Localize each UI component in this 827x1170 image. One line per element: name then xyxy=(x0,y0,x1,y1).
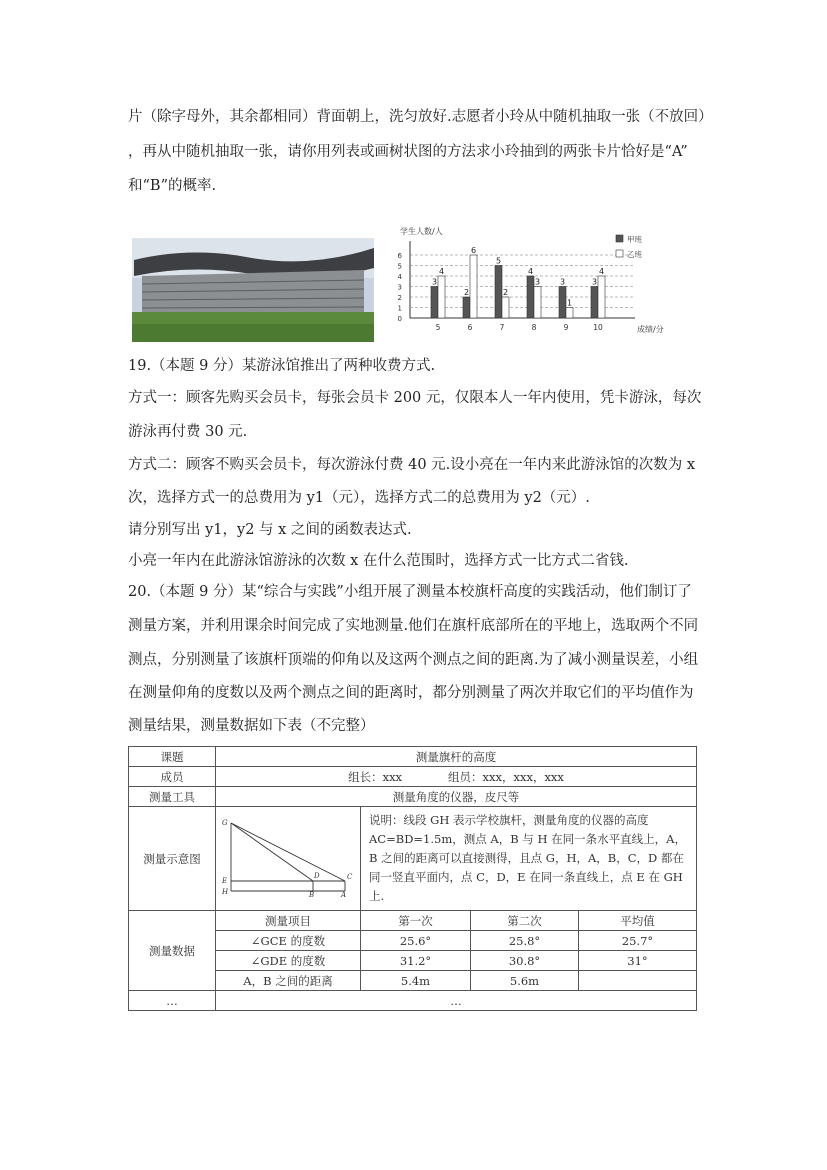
y-tick-label: 0 xyxy=(397,315,402,323)
bar-jia xyxy=(463,297,470,318)
text-line: 小亮一年内在此游泳馆游泳的次数 x 在什么范围时，选择方式一比方式二省钱. xyxy=(128,553,629,569)
bar-jia xyxy=(591,287,598,319)
cell: 测量数据 xyxy=(129,911,216,991)
bar-jia xyxy=(431,287,438,319)
cell: 25.7° xyxy=(579,931,697,951)
bar-chart xyxy=(370,222,670,347)
cell: 组长：xxx 组员：xxx，xxx，xxx xyxy=(216,767,697,787)
text-line: 测量结果，测量数据如下表（不完整） xyxy=(128,718,375,734)
cell: 测量旗杆的高度 xyxy=(216,747,697,767)
cell: … xyxy=(216,991,697,1011)
text-line: 方式一：顾客先购买会员卡，每张会员卡 200 元，仅限本人一年内使用，凭卡游泳，每次 xyxy=(128,390,702,406)
text-line: 请分别写出 y1，y2 与 x 之间的函数表达式. xyxy=(128,522,412,538)
bar-yi xyxy=(438,276,445,318)
y-tick-label: 6 xyxy=(397,252,402,260)
cell: 30.8° xyxy=(471,951,579,971)
cell: 5.4m xyxy=(361,971,471,991)
question-19: 19.（本题 9 分）某游泳馆推出了两种收费方式. xyxy=(128,358,436,374)
x-tick-label: 9 xyxy=(563,323,569,332)
x-tick-label: 10 xyxy=(593,323,603,332)
diagram-cell xyxy=(216,807,361,911)
legend-label: 乙班 xyxy=(627,250,642,259)
bar-jia xyxy=(527,276,534,318)
y-axis-label: 学生人数/人 xyxy=(400,227,443,236)
header-cell: 测量项目 xyxy=(216,911,361,931)
text-line: 次，选择方式一的总费用为 y1（元），选择方式二的总费用为 y2（元）. xyxy=(128,490,590,506)
cell: … xyxy=(129,991,216,1011)
y-tick-label: 4 xyxy=(397,273,402,281)
text-line: ，再从中随机抽取一张，请你用列表或画树状图的方法求小玲抽到的两张卡片恰好是“A” xyxy=(128,144,688,160)
x-tick-label: 5 xyxy=(435,323,441,332)
label-h: H xyxy=(222,888,229,896)
data-label: 2 xyxy=(502,288,509,297)
header-cell: 平均值 xyxy=(579,911,697,931)
bar-jia xyxy=(559,287,566,319)
header-cell: 第二次 xyxy=(471,911,579,931)
label-g: G xyxy=(222,819,228,827)
cell: 31° xyxy=(579,951,697,971)
cell: A，B 之间的距离 xyxy=(216,971,361,991)
header-cell: 第一次 xyxy=(361,911,471,931)
legend-swatch xyxy=(616,235,623,242)
stadium-photo xyxy=(132,238,374,342)
flagpole-diagram xyxy=(219,817,357,897)
bar-yi xyxy=(470,255,477,318)
cell: 25.6° xyxy=(361,931,471,951)
x-tick-label: 8 xyxy=(531,323,537,332)
text-line: 测量方案，并利用课余时间完成了实地测量.他们在旗杆底部所在的平地上，选取两个不同 xyxy=(128,618,699,634)
data-label: 3 xyxy=(591,277,598,287)
x-tick-label: 6 xyxy=(467,323,473,332)
text-line: 游泳再付费 30 元. xyxy=(128,424,248,440)
data-label: 4 xyxy=(598,267,605,276)
diagram-description: 说明：线段 GH 表示学校旗杆，测量角度的仪器的高度 AC=BD=1.5m，测点 A，B 与 H 在同一条水平直线上，A，B 之间的距离可以直接测得，且点 G，H，A，B，C，D 都在同一竖直平面内，点 C，D，E 在同一条直线上，点 E 在 GH 上. xyxy=(361,807,697,911)
x-axis-label: 成绩/分 xyxy=(637,325,664,334)
cell: ∠GDE 的度数 xyxy=(216,951,361,971)
data-label: 6 xyxy=(470,246,477,255)
label-e: E xyxy=(222,877,228,885)
text-line: 在测量仰角的度数以及两个测点之间的距离时，都分别测量了两次并取它们的平均值作为 xyxy=(128,685,694,701)
bar-yi xyxy=(502,297,509,318)
y-tick-label: 3 xyxy=(397,283,402,292)
legend-swatch xyxy=(616,250,623,257)
data-label: 4 xyxy=(438,267,445,276)
label-b: B xyxy=(309,891,315,897)
y-tick-label: 1 xyxy=(397,304,402,313)
data-label: 5 xyxy=(495,256,502,266)
cell: 成员 xyxy=(129,767,216,787)
cell: ∠GCE 的度数 xyxy=(216,931,361,951)
text-line: 方式二：顾客不购买会员卡，每次游泳付费 40 元.设小亮在一年内来此游泳馆的次数为 x xyxy=(128,457,696,473)
cell: 25.8° xyxy=(471,931,579,951)
data-label: 3 xyxy=(534,277,541,287)
label-c: C xyxy=(347,873,353,881)
text-line: 片（除字母外，其余都相同）背面朝上，洗匀放好.志愿者小玲从中随机抽取一张（不放回） xyxy=(128,109,713,125)
data-label: 4 xyxy=(527,267,534,276)
data-label: 3 xyxy=(559,277,566,287)
bar-yi xyxy=(566,308,573,319)
label-d: D xyxy=(314,872,320,880)
data-label: 3 xyxy=(431,277,438,287)
x-tick-label: 7 xyxy=(499,323,505,332)
bar-jia xyxy=(495,266,502,319)
cell: 测量角度的仪器，皮尺等 xyxy=(216,787,697,807)
data-label: 2 xyxy=(463,288,470,297)
label-a: A xyxy=(341,891,347,897)
question-20: 20.（本题 9 分）某“综合与实践”小组开展了测量本校旗杆高度的实践活动，他们制订了 xyxy=(128,584,692,600)
text-line: 和“B”的概率. xyxy=(128,178,217,194)
bar-yi xyxy=(598,276,605,318)
bar-yi xyxy=(534,287,541,319)
y-tick-label: 5 xyxy=(397,262,402,271)
cell: 31.2° xyxy=(361,951,471,971)
cell: 5.6m xyxy=(471,971,579,991)
legend-label: 甲班 xyxy=(627,235,642,244)
text-line: 测点，分别测量了该旗杆顶端的仰角以及这两个测点之间的距离.为了减小测量误差，小组 xyxy=(128,652,699,668)
cell: 课题 xyxy=(129,747,216,767)
cell xyxy=(579,971,697,991)
y-tick-label: 2 xyxy=(397,294,402,302)
cell: 测量示意图 xyxy=(129,807,216,911)
data-label: 1 xyxy=(566,298,573,308)
measurement-table xyxy=(128,746,697,1011)
cell: 测量工具 xyxy=(129,787,216,807)
